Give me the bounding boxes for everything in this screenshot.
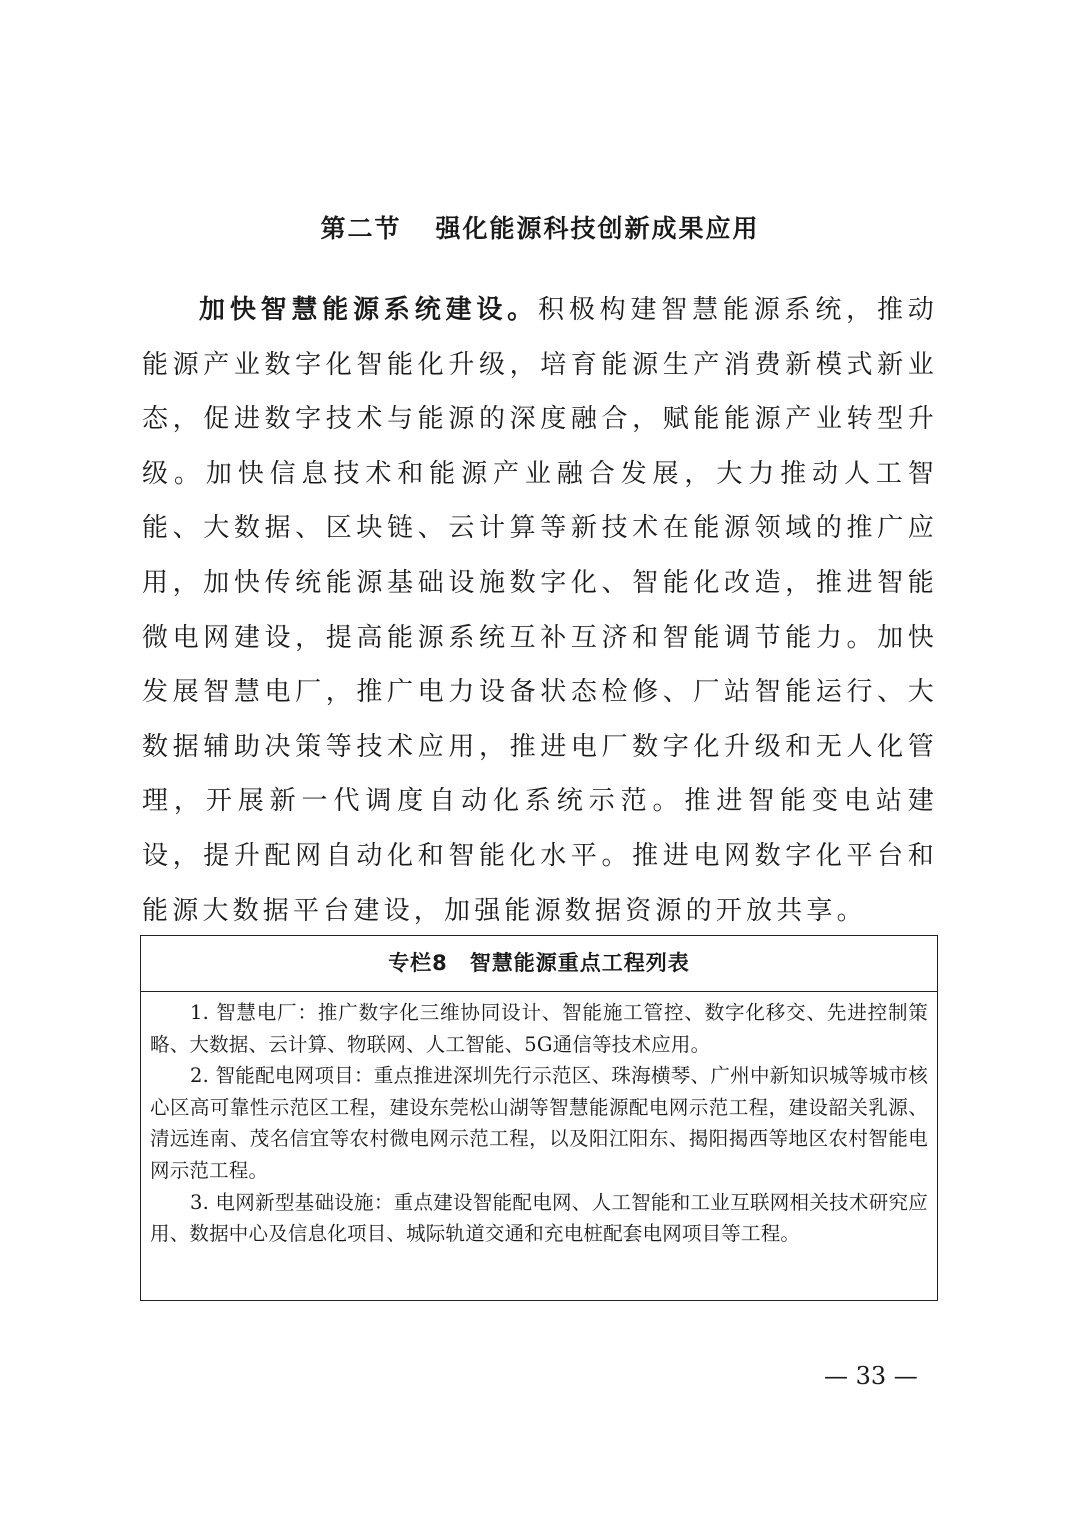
box-title: 智慧能源重点工程列表 [469,951,690,975]
paragraph-text: 积极构建智慧能源系统，推动能源产业数字化智能化升级，培育能源生产消费新模式新业态，促进数字技术与能源的深度融合，赋能能源产业转型升级。加快信息技术和能源产业融合发展，大力推动人工智能、大数据、区块链、云计算等新技术在能源领域的推广应用，加快传统能源基础设施数字化、智能化改造，推进智能微电网建设，提高能源系统互补互济和智能调节能力。加快发展智慧电厂，推广电力设备状态检修、厂站智能运行、大数据辅助决策等技术应用，推进电厂数字化升级和无人化管理，开展新一代调度自动化系统示范。推进智能变电站建设，提升配网自动化和智能化水平。推进电网数字化平台和能源大数据平台建设，加强能源数据资源的开放共享。 [142,295,939,926]
box-body [141,992,937,1250]
page-number: — 33 — [824,1362,918,1390]
body-paragraph [142,283,938,938]
box-header [141,936,937,992]
section-number: 第二节 [320,214,402,243]
section-heading [0,207,1080,251]
feature-box [140,935,938,1301]
section-title: 强化能源科技创新成果应用 [435,214,760,243]
box-item: 2. 智能配电网项目：重点推进深圳先行示范区、珠海横琴、广州中新知识城等城市核心区高可靠性示范区工程，建设东莞松山湖等智慧能源配电网示范工程，建设韶关乳源、清远连南、茂名信宜等农村微电网示范工程，以及阳江阳东、揭阳揭西等地区农村智能电网示范工程。 [150,1064,928,1182]
box-item: 3. 电网新型基础设施：重点建设智能配电网、人工智能和工业互联网相关技术研究应用、数据中心及信息化项目、城际轨道交通和充电桩配套电网项目等工程。 [150,1190,928,1246]
box-label: 专栏8 [388,951,448,975]
paragraph-lead: 加快智慧能源系统建设。 [199,295,538,325]
box-item: 1. 智慧电厂：推广数字化三维协同设计、智能施工管控、数字化移交、先进控制策略、大数据、云计算、物联网、人工智能、5G通信等技术应用。 [150,1001,928,1056]
